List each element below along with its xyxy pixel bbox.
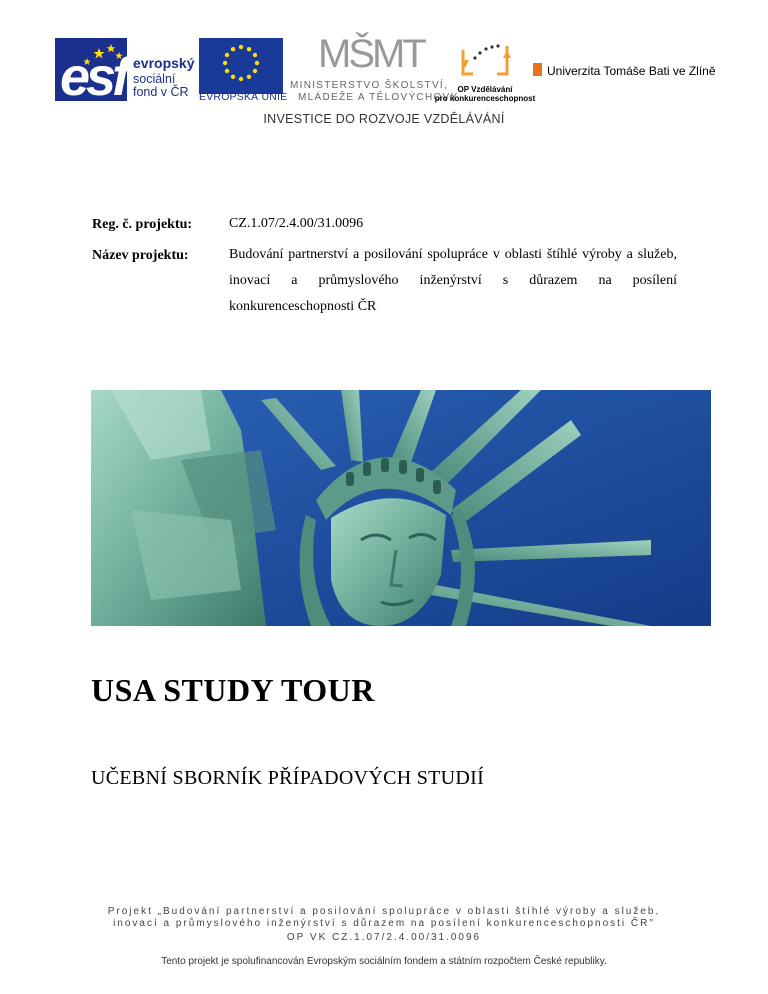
- investice-slogan: INVESTICE DO ROZVOJE VZDĚLÁVÁNÍ: [263, 112, 505, 126]
- project-name-label: Název projektu:: [92, 248, 189, 263]
- logo-bar: [0, 0, 768, 140]
- footer-funding-line: Tento projekt je spolufinancován Evropským sociálním fondem a státním rozpočtem České republiky.: [161, 956, 607, 967]
- utb-name: Univerzita Tomáše Bati ve Zlíně: [547, 64, 716, 78]
- msmt-line1: MINISTERSTVO ŠKOLSTVÍ,: [290, 80, 449, 91]
- esf-label-line1: evropský: [133, 55, 195, 71]
- op-arrows-icon: [459, 40, 511, 82]
- op-label-line2: pro konkurenceschopnost: [434, 94, 536, 103]
- reg-number-label: Reg. č. projektu:: [92, 217, 193, 232]
- esf-label-line3: fond v ČR: [133, 85, 189, 99]
- op-logo: [459, 40, 511, 82]
- eu-flag-logo: [199, 38, 283, 94]
- statue-of-liberty-image: [91, 390, 711, 626]
- footer-op-line: OP VK CZ.1.07/2.4.00/31.0096: [286, 932, 482, 943]
- utb-logo-mark-icon: [533, 63, 542, 76]
- op-label-line1: OP Vzdělávání: [457, 85, 513, 94]
- msmt-logo: MŠMT: [318, 32, 424, 76]
- esf-mark: esf: [60, 47, 127, 107]
- eu-caption: EVROPSKÁ UNIE: [199, 91, 288, 103]
- msmt-line2: MLÁDEŽE A TĚLOVÝCHOVY: [298, 92, 459, 103]
- reg-number-value: CZ.1.07/2.4.00/31.0096: [229, 216, 364, 231]
- esf-label-line2: sociální: [133, 72, 176, 86]
- document-title: USA STUDY TOUR: [91, 672, 375, 708]
- eu-stars-icon: [199, 38, 283, 90]
- footer-project-line: Projekt „Budování partnerství a posilování spolupráce v oblasti štíhlé výroby a služeb, inovací a průmyslového inženýrství s důrazem na posílení konkurenceschopnosti ČR": [107, 906, 661, 929]
- project-name-value: Budování partnerství a posilování spolupráce v oblasti štíhlé výroby a služeb, inovací a průmyslového inženýrství s důrazem na posílení konkurenceschopnosti ČR: [229, 247, 677, 314]
- document-subtitle: UČEBNÍ SBORNÍK PŘÍPADOVÝCH STUDIÍ: [91, 767, 485, 789]
